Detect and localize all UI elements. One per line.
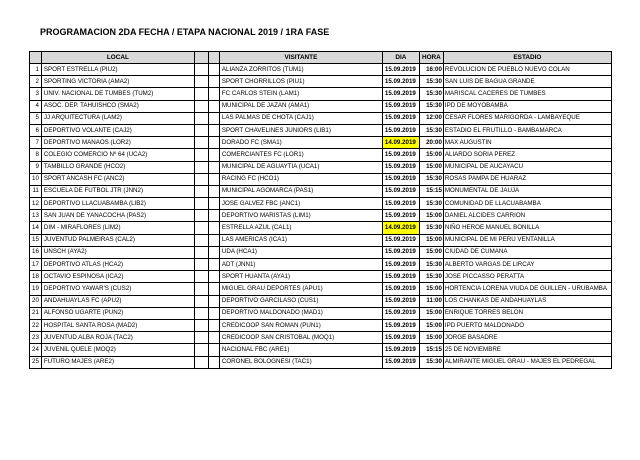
match-time: 15:00 [419,161,443,173]
row-number: 22 [30,319,42,331]
visiting-team: SPORT CHAVELINES JUNIORS (LIB1) [219,124,382,136]
stadium: ALMIRANTE MIGUEL GRAU - MAJES EL PEDREGAL [443,356,611,368]
match-time: 15:30 [419,100,443,112]
row-number: 20 [30,295,42,307]
row-number: 23 [30,332,42,344]
table-row [30,259,612,271]
spacer-cell [194,271,208,283]
local-team: FUTURO MAJES (ARE2) [41,356,194,368]
spacer-cell [194,161,208,173]
local-team: DEPORTIVO MANAOS (LOR2) [41,137,194,149]
spacer-cell [208,173,219,185]
visiting-team: DORADO FC (SMA1) [219,137,382,149]
local-team: JUVENIL QUELE (MOQ2) [41,344,194,356]
local-team: SPORT ESTRELLA (PIU2) [41,64,194,76]
local-team: TAMBILLO GRANDE (HCO2) [41,161,194,173]
stadium: CIUDAD DE CUMANA [443,246,611,258]
stadium: MARISCAL CACERES DE TUMBES [443,88,611,100]
table-row [30,234,612,246]
match-date: 14.09.2019 [382,137,419,149]
spacer-cell [194,149,208,161]
header-local: LOCAL [41,52,194,64]
spacer-cell [208,112,219,124]
spacer-cell [208,185,219,197]
match-time: 15:30 [419,198,443,210]
table-row [30,173,612,185]
spacer-cell [208,246,219,258]
visiting-team: SPORT CHORRILLOS (PIU1) [219,76,382,88]
match-time: 15:15 [419,344,443,356]
match-time: 15:00 [419,234,443,246]
stadium: LOS CHANKAS DE ANDAHUAYLAS [443,295,611,307]
stadium: HORTENCIA LORENA VIUDA DE GUILLEN - URUBAMBA [443,283,611,295]
match-date: 15.09.2019 [382,88,419,100]
row-number: 3 [30,88,42,100]
match-time: 15:30 [419,259,443,271]
stadium: ENRIQUE TORRES BELON [443,307,611,319]
visiting-team: FC CARLOS STEIN (LAM1) [219,88,382,100]
local-team: DEPORTIVO LLACUABAMBA (LIB2) [41,198,194,210]
match-time: 12:00 [419,112,443,124]
match-date: 15.09.2019 [382,319,419,331]
spacer-cell [208,295,219,307]
visiting-team: JOSE GALVEZ FBC (ANC1) [219,198,382,210]
spacer-cell [208,76,219,88]
local-team: UNIV. NACIONAL DE TUMBES (TUM2) [41,88,194,100]
local-team: DEPORTIVO ATLAS (HCA2) [41,259,194,271]
match-date: 15.09.2019 [382,271,419,283]
table-row [30,124,612,136]
stadium: SAN LUIS DE BAGUA GRANDE [443,76,611,88]
row-number: 7 [30,137,42,149]
row-number: 17 [30,259,42,271]
spacer-cell [208,319,219,331]
spacer-cell [208,137,219,149]
row-number: 11 [30,185,42,197]
spacer-cell [208,222,219,234]
row-number: 13 [30,210,42,222]
stadium: 25 DE NOVIEMBRE [443,344,611,356]
visiting-team: SPORT HUANTA (AYA1) [219,271,382,283]
stadium: ALIARDO SORIA PEREZ [443,149,611,161]
local-team: ANDAHUAYLAS FC (APU2) [41,295,194,307]
spacer-cell [208,234,219,246]
match-date: 15.09.2019 [382,295,419,307]
page-title: PROGRAMACION 2DA FECHA / ETAPA NACIONAL 2019 / 1RA FASE [40,27,330,37]
stadium: COMUNIDAD DE LLACUABAMBA [443,198,611,210]
spacer-cell [194,198,208,210]
spacer-cell [208,100,219,112]
row-number: 4 [30,100,42,112]
table-row [30,161,612,173]
stadium: NIÑO HEROE MANUEL BONILLA [443,222,611,234]
visiting-team: LAS AMERICAS (ICA1) [219,234,382,246]
visiting-team: ALIANZA ZORRITOS (TUM1) [219,64,382,76]
match-time: 15:00 [419,307,443,319]
match-time: 15:00 [419,319,443,331]
spacer-cell [208,210,219,222]
match-date: 15.09.2019 [382,112,419,124]
match-date: 15.09.2019 [382,161,419,173]
visiting-team: ESTRELLA AZUL (CAL1) [219,222,382,234]
visiting-team: MUNICIPAL DE AGUAYTIA (UCA1) [219,161,382,173]
spacer-cell [208,271,219,283]
spacer-cell [194,259,208,271]
spacer-cell [194,332,208,344]
spacer-cell [208,356,219,368]
visiting-team: ADT (JNN1) [219,259,382,271]
match-time: 15:00 [419,283,443,295]
stadium: CESAR FLORES MARIGORDA - LAMBAYEQUE [443,112,611,124]
stadium: JORGE BASADRE [443,332,611,344]
match-time: 11:00 [419,295,443,307]
row-number: 9 [30,161,42,173]
visiting-team: MIGUEL GRAU DEPORTES (APU1) [219,283,382,295]
local-team: SPORTING VICTORIA (AMA2) [41,76,194,88]
spacer-cell [194,356,208,368]
match-time: 20:00 [419,137,443,149]
spacer-cell [208,124,219,136]
visiting-team: RACING FC (HCO1) [219,173,382,185]
stadium: MUNICIPAL DE MI PERU VENTANILLA [443,234,611,246]
match-time: 15:30 [419,76,443,88]
match-date: 14.09.2019 [382,222,419,234]
spacer-cell [208,307,219,319]
spacer-cell [194,64,208,76]
table-row [30,112,612,124]
table-row [30,295,612,307]
local-team: JJ ARQUITECTURA (LAM2) [41,112,194,124]
stadium: IPD DE MOYOBAMBA [443,100,611,112]
table-row [30,64,612,76]
row-number: 14 [30,222,42,234]
stadium: JOSE PICCASSO PERATTA [443,271,611,283]
spacer-cell [194,173,208,185]
table-row [30,332,612,344]
spacer-cell [208,149,219,161]
match-date: 15.09.2019 [382,344,419,356]
local-team: ALFONSO UGARTE (PUN2) [41,307,194,319]
visiting-team: CREDICOOP SAN CRISTOBAL (MOQ1) [219,332,382,344]
visiting-team: COMERCIANTES FC (LOR1) [219,149,382,161]
match-time: 15:00 [419,149,443,161]
stadium: IPD PUERTO MALDONADO [443,319,611,331]
spacer-cell [194,185,208,197]
table-row [30,137,612,149]
match-date: 15.09.2019 [382,307,419,319]
header-estadio: ESTADIO [443,52,611,64]
row-number: 10 [30,173,42,185]
visiting-team: UDA (HCA1) [219,246,382,258]
header-gap-2 [208,52,219,64]
match-date: 15.09.2019 [382,149,419,161]
table-row [30,307,612,319]
match-date: 15.09.2019 [382,173,419,185]
row-number: 6 [30,124,42,136]
table-row [30,76,612,88]
local-team: OCTAVIO ESPINOSA (ICA2) [41,271,194,283]
match-time: 15:30 [419,356,443,368]
match-time: 15:15 [419,185,443,197]
stadium: ALBERTO VARGAS DE LIRCAY [443,259,611,271]
table-row [30,100,612,112]
match-time: 15:30 [419,222,443,234]
spacer-cell [194,307,208,319]
match-date: 15.09.2019 [382,210,419,222]
spacer-cell [194,76,208,88]
row-number: 8 [30,149,42,161]
visiting-team: DEPORTIVO MARISTAS (LIM1) [219,210,382,222]
spacer-cell [194,88,208,100]
row-number: 16 [30,246,42,258]
match-time: 15:30 [419,173,443,185]
local-team: DIM - MIRAFLORES (LIM2) [41,222,194,234]
match-time: 15:00 [419,210,443,222]
match-date: 15.09.2019 [382,259,419,271]
table-row [30,88,612,100]
local-team: SPORT ANCASH FC (ANC2) [41,173,194,185]
spacer-cell [194,124,208,136]
spacer-cell [194,283,208,295]
row-number: 25 [30,356,42,368]
local-team: JUVENTUD PALMEIRAS (CAL2) [41,234,194,246]
header-visitante: VISITANTE [219,52,382,64]
table-row [30,283,612,295]
local-team: SAN JUAN DE YANACOCHA (PAS2) [41,210,194,222]
stadium: MONUMENTAL DE JAUJA [443,185,611,197]
spacer-cell [208,198,219,210]
local-team: COLEGIO COMERCIO Nº 64 (UCA2) [41,149,194,161]
match-time: 15:00 [419,332,443,344]
match-time: 15:30 [419,124,443,136]
table-row [30,344,612,356]
spacer-cell [208,259,219,271]
table-row [30,356,612,368]
spacer-cell [194,246,208,258]
match-time: 15:30 [419,88,443,100]
stadium: MUNICIPAL DE AUCAYACU [443,161,611,173]
visiting-team: MUNICIPAL DE JAZAN (AMA1) [219,100,382,112]
local-team: DEPORTIVO YAWAR'S (CUS2) [41,283,194,295]
row-number: 2 [30,76,42,88]
header-gap-1 [194,52,208,64]
spacer-cell [194,234,208,246]
table-row [30,198,612,210]
header-hora: HORA [419,52,443,64]
table-row [30,185,612,197]
spacer-cell [194,319,208,331]
match-time: 15:00 [419,246,443,258]
visiting-team: LAS PALMAS DE CHOTA (CAJ1) [219,112,382,124]
spacer-cell [194,210,208,222]
table-row [30,271,612,283]
match-time: 16:00 [419,64,443,76]
match-date: 15.09.2019 [382,234,419,246]
spacer-cell [208,161,219,173]
local-team: ASOC. DEP. TAHUISHCO (SMA2) [41,100,194,112]
match-date: 15.09.2019 [382,283,419,295]
spacer-cell [194,344,208,356]
row-number: 12 [30,198,42,210]
match-date: 15.09.2019 [382,185,419,197]
schedule-table [29,51,612,369]
visiting-team: MUNICIPAL AGOMARCA (PAS1) [219,185,382,197]
match-date: 15.09.2019 [382,198,419,210]
table-row [30,210,612,222]
local-team: DEPORTIVO VOLANTE (CAJ2) [41,124,194,136]
visiting-team: CREDICOOP SAN ROMAN (PUN1) [219,319,382,331]
header-dia: DIA [382,52,419,64]
match-date: 15.09.2019 [382,246,419,258]
local-team: ESCUELA DE FUTBOL JTR (JNN2) [41,185,194,197]
row-number: 24 [30,344,42,356]
match-time: 15:30 [419,271,443,283]
stadium: ESTADIO EL FRUTILLO - BAMBAMARCA [443,124,611,136]
spacer-cell [194,100,208,112]
spacer-cell [208,64,219,76]
match-date: 15.09.2019 [382,332,419,344]
visiting-team: NACIONAL FBC (ARE1) [219,344,382,356]
spacer-cell [194,295,208,307]
table-row [30,246,612,258]
spacer-cell [208,344,219,356]
stadium: DANIEL ALCIDES CARRION [443,210,611,222]
match-date: 15.09.2019 [382,100,419,112]
stadium: ROSAS PAMPA DE HUARAZ [443,173,611,185]
schedule-rows [30,64,612,369]
row-number: 18 [30,271,42,283]
header-row [30,52,612,64]
header-num [30,52,42,64]
row-number: 21 [30,307,42,319]
row-number: 19 [30,283,42,295]
table-row [30,319,612,331]
row-number: 5 [30,112,42,124]
spacer-cell [208,88,219,100]
visiting-team: DEPORTIVO GARCILASO (CUS1) [219,295,382,307]
stadium: REVOLUCION DE PUEBLO NUEVO COLAN [443,64,611,76]
table-row [30,222,612,234]
stadium: MAX AUGUSTIN [443,137,611,149]
match-date: 15.09.2019 [382,64,419,76]
match-date: 15.09.2019 [382,124,419,136]
local-team: UNSCH (AYA2) [41,246,194,258]
visiting-team: DEPORTIVO MALDONADO (MAD1) [219,307,382,319]
row-number: 1 [30,64,42,76]
visiting-team: CORONEL BOLOGNESI (TAC1) [219,356,382,368]
spacer-cell [194,112,208,124]
row-number: 15 [30,234,42,246]
spacer-cell [194,137,208,149]
local-team: HOSPITAL SANTA ROSA (MAD2) [41,319,194,331]
match-date: 15.09.2019 [382,76,419,88]
match-date: 15.09.2019 [382,356,419,368]
local-team: JUVENTUD ALBA ROJA (TAC2) [41,332,194,344]
table-row [30,149,612,161]
spacer-cell [194,222,208,234]
spacer-cell [208,332,219,344]
spacer-cell [208,283,219,295]
